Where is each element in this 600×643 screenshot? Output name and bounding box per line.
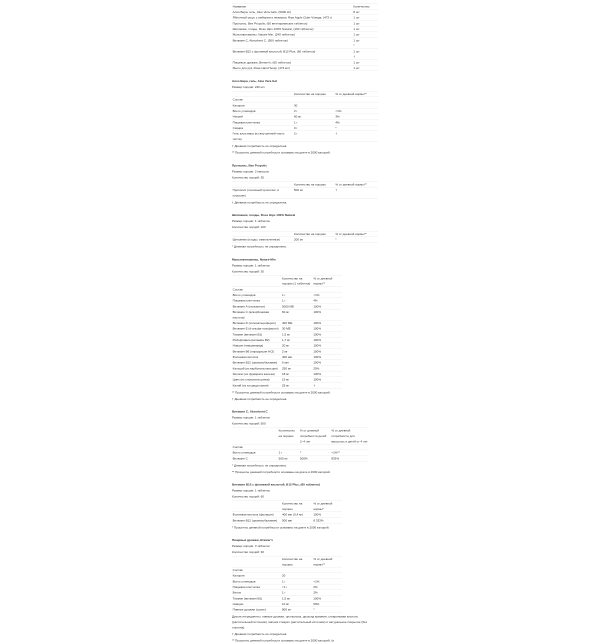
ingredient-name: Витамин С [232, 456, 248, 460]
ingredient-name: Всего углеводов [232, 579, 256, 583]
dv-percent: 100% [313, 310, 322, 314]
ingredient-name: Ниацин [232, 602, 244, 606]
order-row [232, 38, 378, 49]
dv-percent: 100% [313, 326, 322, 331]
dv-percent-adult: 833% [331, 456, 339, 460]
facts-header-col1: Количество на порцию [293, 232, 326, 236]
serving-size: Размер порции: 2 капсулы [232, 169, 269, 173]
facts-row [232, 607, 342, 613]
footnote: ** Проценты дневной потребности основаны на диете в 2000 калорий. [232, 470, 331, 474]
section [232, 409, 378, 475]
amount-value: 800 мг [281, 607, 291, 612]
amount-value: 400 МЕ [281, 321, 293, 325]
serving-size: Размер порции: 1 таблетка [232, 263, 270, 267]
ingredient-name: Витамин А (пальмитат) [232, 304, 266, 308]
ingredient-name: Калории [232, 573, 245, 578]
order-table [232, 3, 378, 71]
dv-percent: 100% [313, 355, 322, 359]
dv-percent: 100% [313, 377, 322, 382]
facts-subheader: Состав [232, 97, 243, 102]
servings-count: Количество порций: 500 [232, 421, 266, 426]
order-item-qty [353, 60, 378, 65]
dv-percent: <1% [313, 579, 320, 583]
ingredient-name: Рибофлавин (витамин В2) [232, 338, 270, 342]
facts-header-col1: Количество на порцию (1 таблетка) [281, 276, 311, 286]
dv-percent: <1% [313, 293, 320, 297]
ingredient-name: Калий (из хлорида калия) [232, 383, 269, 387]
serving-size: Размер порции: 1 таблетка [232, 488, 270, 493]
footnote: ** Проценты дневной потребности основаны на диете в 2000 калорий. [232, 150, 331, 155]
amount-value: 1,5 мг [281, 596, 291, 600]
dv-percent: 100% [313, 372, 322, 376]
qty-value: 1 шт [353, 49, 360, 53]
amount-value: <1 г [281, 585, 288, 589]
dv-percent: † [335, 131, 337, 136]
order-item-name: Яблочный уксус с имбирем и инжиром, Raw Apple Cider Vinegar, (473 г) [232, 15, 332, 20]
amount-value: 2 мг [281, 349, 288, 353]
dv-percent: 100% [313, 343, 322, 348]
section [232, 212, 378, 249]
section-title: Витамин В12 с фолиевой кислотой, B12 Plus, (60 таблеток) [232, 482, 320, 487]
footnote: * Дневная потребность не определена. [232, 463, 287, 467]
facts-header-col2: % от дневной нормы** [335, 92, 367, 96]
amount-value: 5000 МЕ [281, 304, 295, 308]
amount-value: 1 г [281, 293, 286, 297]
facts-row [232, 131, 378, 142]
dv-percent: 100% [313, 321, 322, 325]
qty-value: 8 шт [353, 10, 360, 14]
facts-table [232, 428, 369, 462]
ingredient-name: Белок [232, 590, 241, 595]
order-row [232, 49, 378, 60]
ingredient-name: Всего углеводов [232, 450, 256, 455]
ingredient-name: Витамин В12 (цианокобаламин) [232, 360, 278, 365]
dv-percent: * [335, 237, 337, 242]
qty-value: 1 шт [353, 21, 360, 25]
amount-value: 1 г [281, 579, 286, 583]
facts-subheader: Состав [232, 445, 243, 449]
facts-header-col1: Количество на порцию [278, 428, 295, 438]
footnote: † Дневная потребность не определена. [232, 144, 288, 148]
order-item-qty [353, 32, 378, 37]
facts-row [232, 187, 378, 198]
ingredient-name: Кальций (из карбоната кальция) [232, 366, 278, 370]
amount-value: 60 мг [281, 310, 290, 314]
amount-value: 500 мкг [281, 518, 293, 522]
order-qty-header: Количество [353, 4, 370, 8]
order-item-name: Мыло для рук, Rose Hand Soap, (473 мл) [232, 66, 290, 70]
section-title: Шиповник, плоды, Rose Hips 100% Natural [232, 213, 296, 217]
ingredient-name: Тиамин (витамин В1) [232, 332, 263, 336]
facts-table [232, 275, 342, 388]
order-item-qty [353, 26, 378, 31]
amount-value: 1 г [281, 590, 286, 595]
section [232, 78, 378, 155]
amount-value: 2 г [293, 131, 298, 136]
ingredient-name: Всего углеводов [232, 293, 256, 297]
facts-row [232, 518, 342, 524]
section [232, 163, 378, 205]
facts-subheader: Состав [232, 568, 243, 572]
dv-percent: 100% [313, 512, 322, 517]
footnote: † Дневная потребность не определена. [232, 632, 288, 636]
section-title: Прополис, Bee Propolis [232, 163, 267, 167]
dv-percent: 8 333% [313, 518, 324, 522]
amount-value: 1,7 мг [281, 338, 291, 342]
amount-value: 20 мг [281, 343, 290, 348]
amount-value: 2 г [293, 109, 298, 113]
dv-percent: <1% [335, 109, 342, 113]
qty-value: 1 шт [353, 38, 360, 42]
ingredient-name: Железо (из фумарата железа) [232, 372, 275, 376]
dv-percent: 100% [313, 349, 322, 353]
document-page [232, 2, 378, 643]
servings-count: Количество порций: 100 [232, 225, 266, 229]
ingredient-name: Витамин Е (d-альфа-токоферил) [232, 326, 279, 331]
order-item-name: Витамин В12 с фолиевой кислотой, B12 Plus, (60 таблеток) [232, 49, 316, 53]
amount-value: 500 мг [278, 456, 288, 460]
facts-row [232, 383, 342, 389]
servings-count: Количество порций: 30 [232, 269, 264, 273]
section-title: Мультивитамины, Nature-Min [232, 257, 276, 261]
amount-value: 18 мг [281, 372, 290, 376]
footnote: * Проценты дневной потребности основаны на диете в 2000 калорий. [232, 525, 330, 529]
order-item-name: Прополис, Bee Propolis, (60 вегетарианских таблеток) [232, 21, 308, 25]
ingredient-name: Сахара [232, 126, 244, 130]
section [232, 482, 378, 530]
qty-note: * [353, 43, 355, 48]
dv-percent: * [335, 126, 337, 130]
ingredient-name: Прополис (пчелиный прополис, в порошке) [232, 188, 280, 197]
facts-header-col2: % от дневной нормы** [335, 182, 367, 186]
facts-table-header [232, 501, 342, 512]
qty-value: 1 шт [353, 66, 360, 70]
facts-header-col2: % от дневной нормы* [313, 501, 333, 511]
serving-size: Размер порции: 1 таблетка [232, 415, 270, 420]
ingredient-name: Шиповник (плоды, измельченные) [232, 237, 281, 242]
facts-header-col2: % от дневной нормы** [313, 557, 333, 566]
dv-percent: 100% [313, 304, 322, 308]
dv-percent: 100% [313, 332, 322, 336]
serving-size: Размер порции: 240 мл [232, 85, 265, 89]
facts-table [232, 556, 342, 613]
ingredient-name: Ниацин (ниацинамид) [232, 343, 264, 348]
order-item-qty [353, 49, 378, 60]
section [232, 537, 378, 643]
order-item-qty [353, 9, 378, 14]
ingredient-name: Калории [232, 103, 245, 107]
ingredient-name: Витамин D (холекальциферол) [232, 321, 276, 325]
ingredient-name: Всего углеводов [232, 109, 256, 113]
section-title: Пищевые дрожжи, Brewer's [232, 538, 273, 542]
dv-percent: * [299, 450, 302, 455]
order-name-header: Название [232, 4, 247, 8]
section-title: Алоэ Вера, гель, Aloe Vera Gel [232, 79, 277, 83]
amount-value: 6 мкг [281, 360, 289, 365]
servings-count: Количество порций: 60 [232, 494, 264, 499]
dv-percent: † [313, 383, 315, 387]
ingredient-name: Пищевая клетчатка [232, 585, 260, 589]
order-item-name: Пищевые дрожжи, Brewer's, (60 таблеток) [232, 60, 291, 64]
amount-value: 1 г [293, 120, 298, 124]
facts-header-col2: % от дневной потребности детей 2–4 лет [299, 428, 327, 443]
order-item-qty [353, 21, 378, 26]
footnote: ** Проценты дневной потребности основаны на диете в 2000 калорий. [232, 390, 331, 394]
section-title: Витамин С, Absorbent C [232, 409, 268, 414]
ingredient-name: Натрий [232, 114, 243, 119]
dv-percent: 100% [313, 338, 322, 342]
order-row [232, 65, 378, 71]
amount-value: 1 г [278, 450, 283, 455]
qty-value: 1 шт [353, 27, 360, 31]
servings-count: Количество порций: 30 [232, 175, 264, 179]
order-item-name: Шиповник, плоды, Rose Hips 100% Natural, (100 таблеток) [232, 27, 314, 31]
dv-percent: 25% [313, 366, 320, 370]
dv-percent: 50% [313, 602, 320, 606]
dv-percent: 500% [299, 456, 308, 460]
order-item-qty [353, 65, 378, 70]
facts-header-col2: % от дневной нормы** [335, 232, 367, 236]
facts-header-col1: Количество на порцию [293, 92, 326, 96]
section [232, 257, 378, 402]
order-item-name: Алоэ Вера, гель, Aloe Vera Gels, (5000 мг) [232, 10, 292, 14]
ingredient-name: Витамин В12 (цианокобаламин) [232, 518, 278, 522]
ingredient-name: Цинк (из глюконата цинка) [232, 377, 270, 382]
order-item-name: Витамин С, Absorbent C, (500 таблеток) [232, 38, 288, 42]
ingredient-name: Гель алоэ вера (из внутренней части листа) [232, 131, 285, 141]
ingredient-name: Витамин В6 (пиридоксин HCl) [232, 349, 275, 353]
facts-table-header [232, 556, 342, 567]
amount-value: 1 г [281, 298, 286, 303]
footnote: ** Проценты дневной потребности основаны на диете в 2000 калорий. (и [232, 638, 335, 643]
dv-percent: 4% [313, 298, 318, 303]
amount-value: 400 мкг (0,4 мг) [281, 512, 304, 517]
amount-value: 1,5 мг [281, 332, 291, 336]
dv-percent: 100% [313, 360, 322, 365]
amount-value: 0 г [293, 126, 298, 130]
facts-row [232, 237, 378, 243]
facts-header-col2: % от дневной нормы** [313, 276, 333, 286]
amount-value: 20 [281, 573, 286, 578]
dv-percent: * [313, 607, 315, 612]
facts-header-col1: Количество на порцию [293, 182, 326, 186]
facts-row [232, 456, 369, 462]
amount-value: 400 мкг [281, 355, 293, 359]
facts-table-header [232, 428, 369, 444]
dv-percent: † [335, 188, 337, 192]
order-item-qty [353, 15, 378, 20]
qty-value: 1 шт [353, 15, 360, 20]
ingredient-name: Витамин С (аскорбиновая кислота) [232, 310, 270, 319]
serving-size: Размер порции: 3 таблетки [232, 544, 270, 548]
ingredient-name: Фолиевая кислота (фолацин) [232, 512, 274, 517]
servings-count: Количество порций: 30 [232, 550, 264, 554]
footnote: † Дневная потребность не определена. [232, 397, 288, 401]
qty-value: 1 шт [353, 32, 360, 37]
facts-header-col1: Количество на порцию [281, 501, 303, 511]
facts-table-header [232, 276, 342, 287]
serving-size: Размер порции: 1 таблетка [232, 219, 270, 223]
facts-table [232, 91, 378, 142]
dv-percent: 2% [313, 585, 318, 589]
dv-percent-adult: <1%** [331, 450, 340, 455]
ingredient-name: Пивные дрожжи (сухие) [232, 607, 266, 612]
dv-percent: 3% [335, 114, 340, 119]
qty-note: † [353, 54, 355, 59]
facts-header-col3: % от дневной потребности для взрослых и детей от 4 лет [331, 428, 368, 443]
amount-value: 250 мг [281, 366, 291, 370]
amount-value: 30 МЕ [281, 326, 291, 331]
footnote: † Дневная потребность не определена. [232, 200, 288, 204]
amount-value: 15 мг [281, 377, 290, 382]
amount-value: 30 [293, 103, 298, 107]
amount-value: 25 мг [281, 383, 290, 387]
ingredient-name: Фолиевая кислота [232, 355, 259, 359]
facts-row [232, 309, 342, 320]
amount-value: 200 мг [293, 237, 303, 242]
order-item-name: Мультивитамины, Nature-Min, (240 таблеток) [232, 32, 295, 37]
facts-header-col1: Количество на порцию [281, 557, 303, 566]
facts-table [232, 501, 342, 524]
ingredient-name: Тиамин (витамин В1) [232, 596, 263, 600]
amount-value: 10 мг [281, 602, 290, 606]
facts-subheader: Состав [232, 287, 243, 291]
qty-value: 1 шт [353, 60, 360, 64]
dv-percent: 100% [313, 596, 322, 600]
amount-value: 500 мг [293, 188, 303, 192]
facts-table [232, 231, 378, 243]
ingredient-name: Пищевая клетчатка [232, 298, 260, 303]
ingredient-name: Пищевая клетчатка [232, 120, 260, 124]
dv-percent: 2% [313, 590, 318, 595]
footnote: * Дневная потребность не определена. [232, 244, 287, 249]
other-ingredients: Другие ингредиенты: пивные дрожжи, целлюлоза, диоксид кремния, стеариновая кислота (растительный источник), магния стеарат (растительный источник) и натуральное покрытие (без глютена). [232, 614, 368, 629]
amount-value: 60 мг [293, 114, 302, 119]
order-item-qty [353, 38, 378, 49]
facts-table [232, 181, 378, 198]
dv-percent: 4% [335, 120, 340, 124]
